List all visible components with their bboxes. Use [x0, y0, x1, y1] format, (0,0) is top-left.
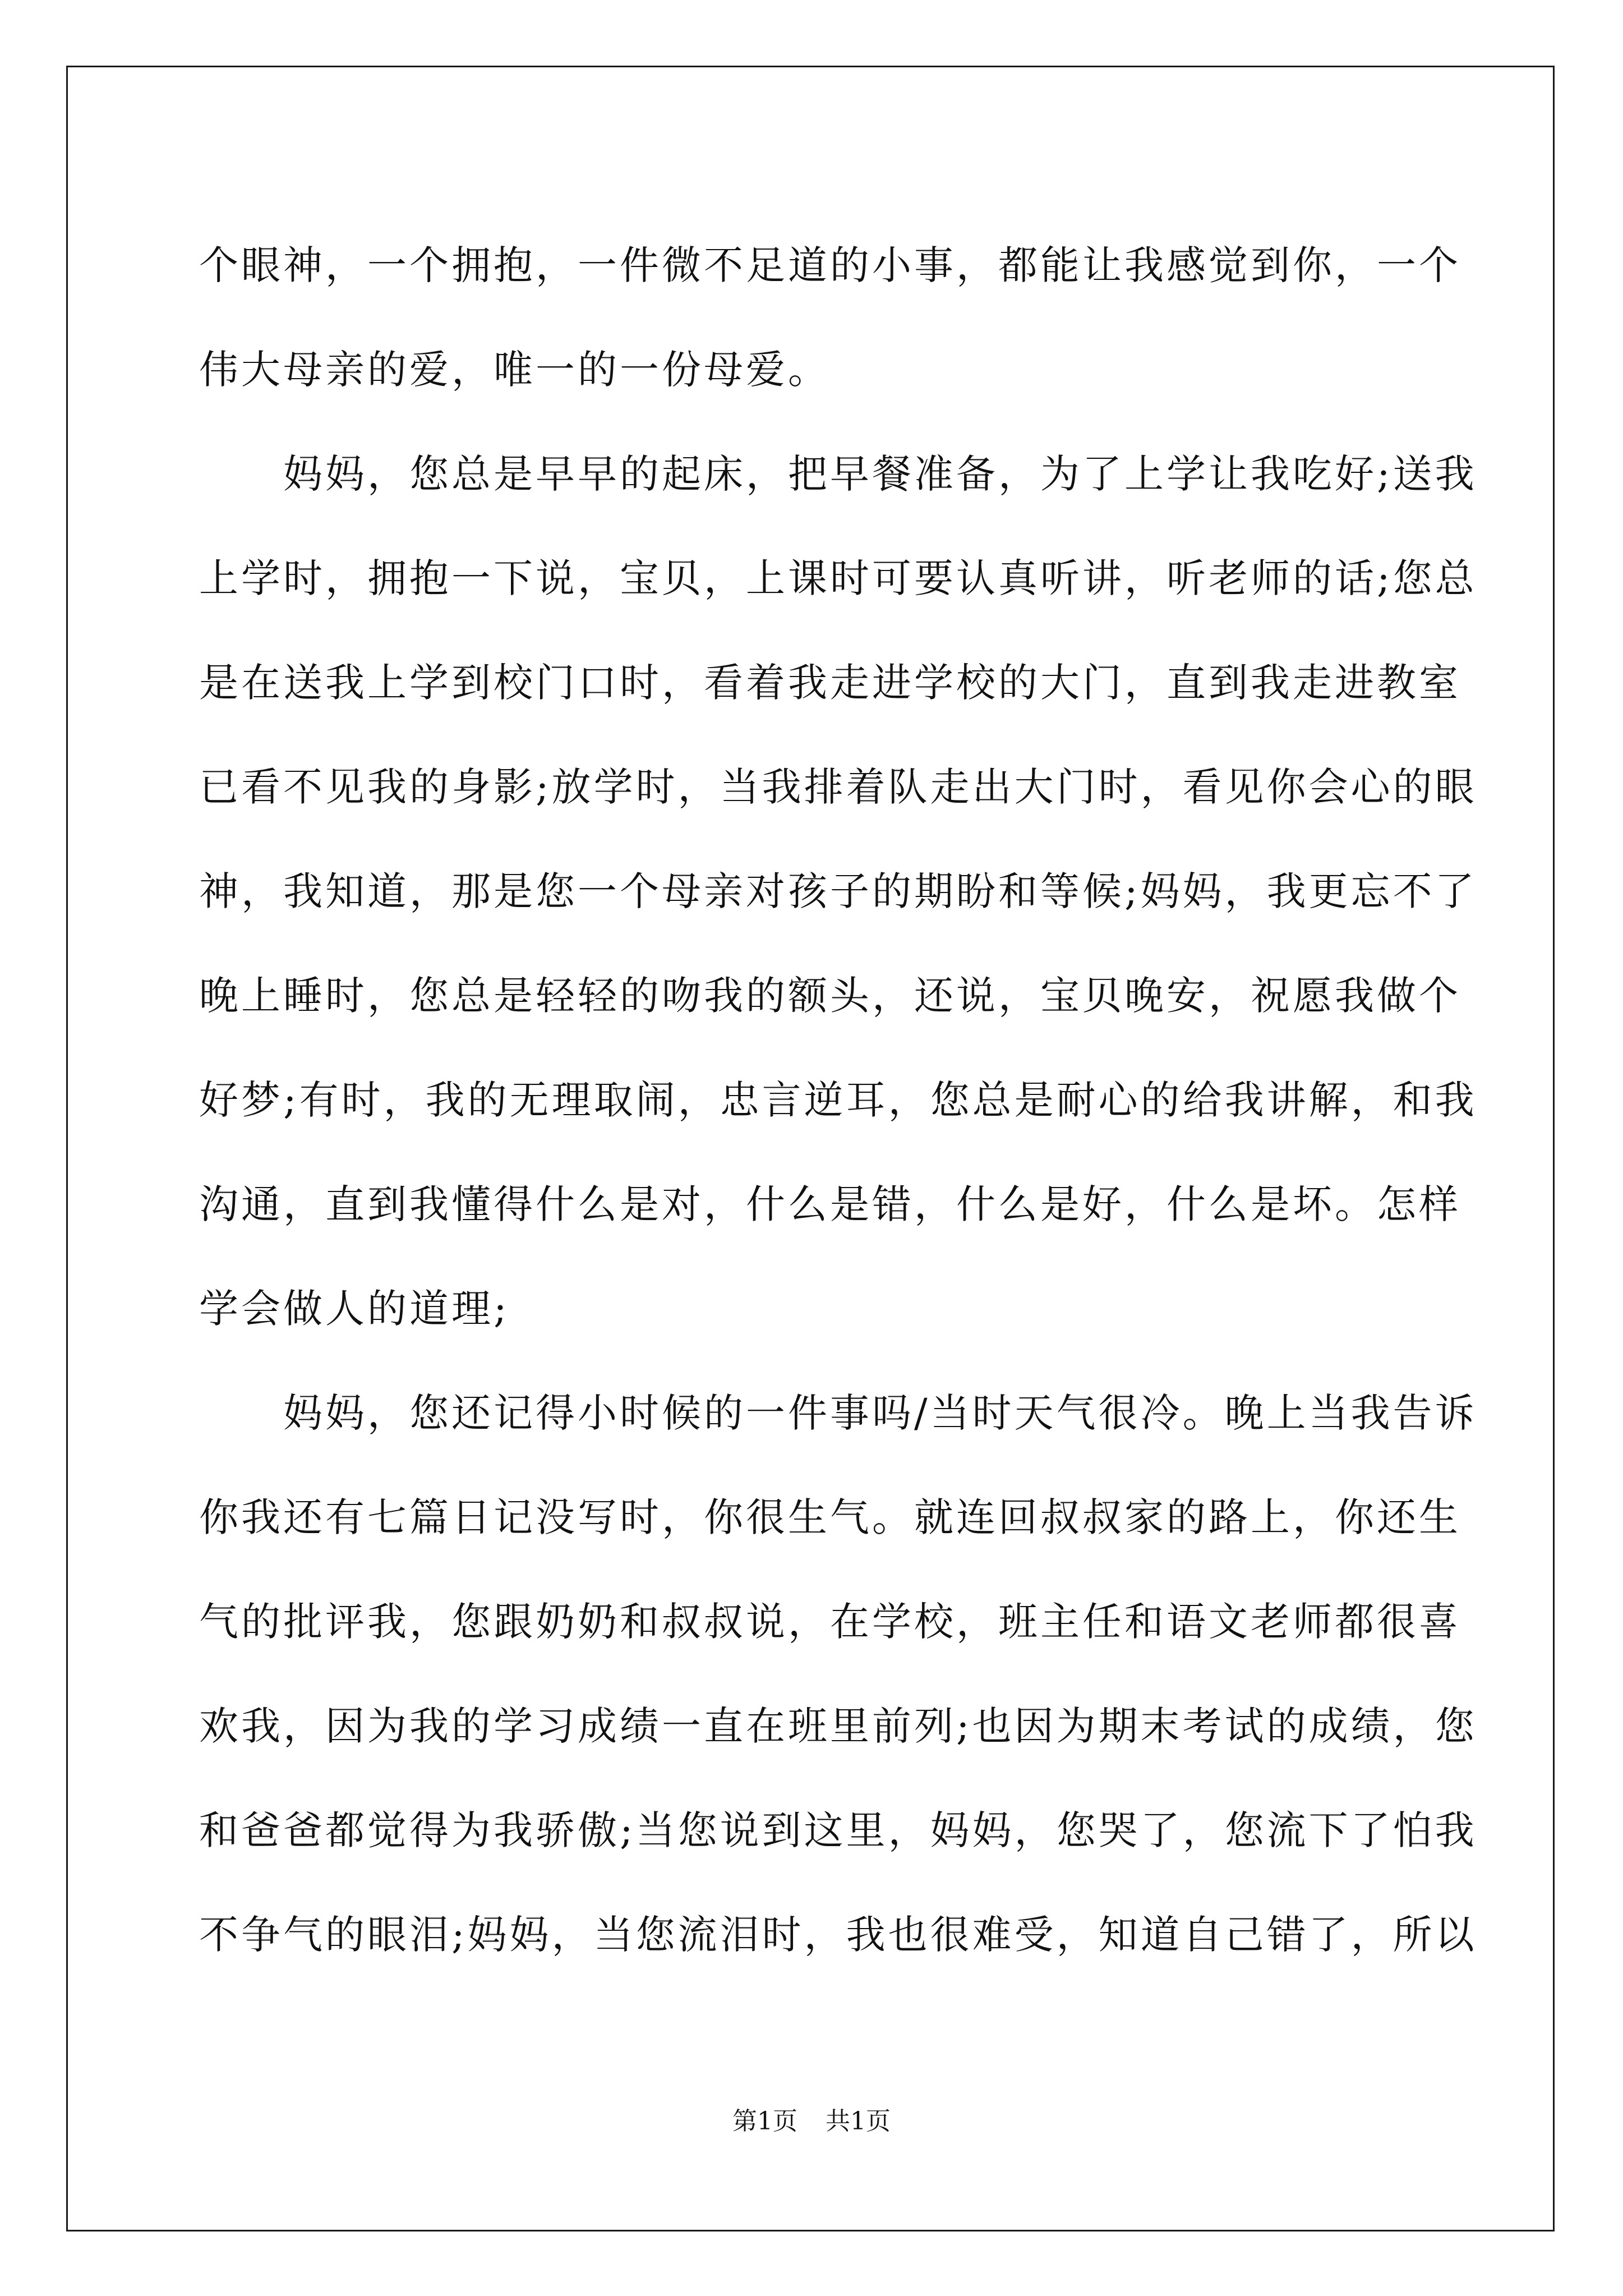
text-line: 气的批评我，您跟奶奶和叔叔说，在学校，班主任和语文老师都很喜 — [199, 1599, 1461, 1645]
text-line: 晚上睡时，您总是轻轻的吻我的额头，还说，宝贝晚安，祝愿我做个 — [199, 973, 1461, 1019]
text-line: 不争气的眼泪;妈妈，当您流泪时，我也很难受，知道自己错了，所以 — [199, 1912, 1477, 1958]
page-footer — [0, 2101, 1623, 2137]
text-line: 神，我知道，那是您一个母亲对孩子的期盼和等候;妈妈，我更忘不了 — [199, 868, 1477, 914]
text-line: 你我还有七篇日记没写时，你很生气。就连回叔叔家的路上，你还生 — [199, 1494, 1461, 1540]
text-line: 上学时，拥抱一下说，宝贝，上课时可要认真听讲，听老师的话;您总 — [199, 555, 1477, 601]
page-number-current: 第1页 — [732, 2107, 797, 2136]
page-number-total: 共1页 — [826, 2107, 891, 2136]
text-line: 个眼神，一个拥抱，一件微不足道的小事，都能让我感觉到你，一个 — [199, 242, 1461, 288]
text-line: 和爸爸都觉得为我骄傲;当您说到这里，妈妈，您哭了，您流下了怕我 — [199, 1807, 1477, 1853]
text-line: 妈妈，您总是早早的起床，把早餐准备，为了上学让我吃好;送我 — [199, 451, 1477, 497]
text-line: 妈妈，您还记得小时候的一件事吗/当时天气很冷。晚上当我告诉 — [199, 1390, 1477, 1436]
text-line: 好梦;有时，我的无理取闹，忠言逆耳，您总是耐心的给我讲解，和我 — [199, 1077, 1477, 1123]
text-line: 伟大母亲的爱，唯一的一份母爱。 — [199, 347, 830, 393]
text-line: 欢我，因为我的学习成绩一直在班里前列;也因为期末考试的成绩，您 — [199, 1703, 1477, 1749]
text-line: 是在送我上学到校门口时，看着我走进学校的大门，直到我走进教室 — [199, 660, 1461, 706]
text-line: 学会做人的道理; — [199, 1286, 510, 1332]
text-line: 沟通，直到我懂得什么是对，什么是错，什么是好，什么是坏。怎样 — [199, 1181, 1461, 1227]
document-body — [199, 213, 1477, 1987]
text-line: 已看不见我的身影;放学时，当我排着队走出大门时，看见你会心的眼 — [199, 764, 1477, 810]
